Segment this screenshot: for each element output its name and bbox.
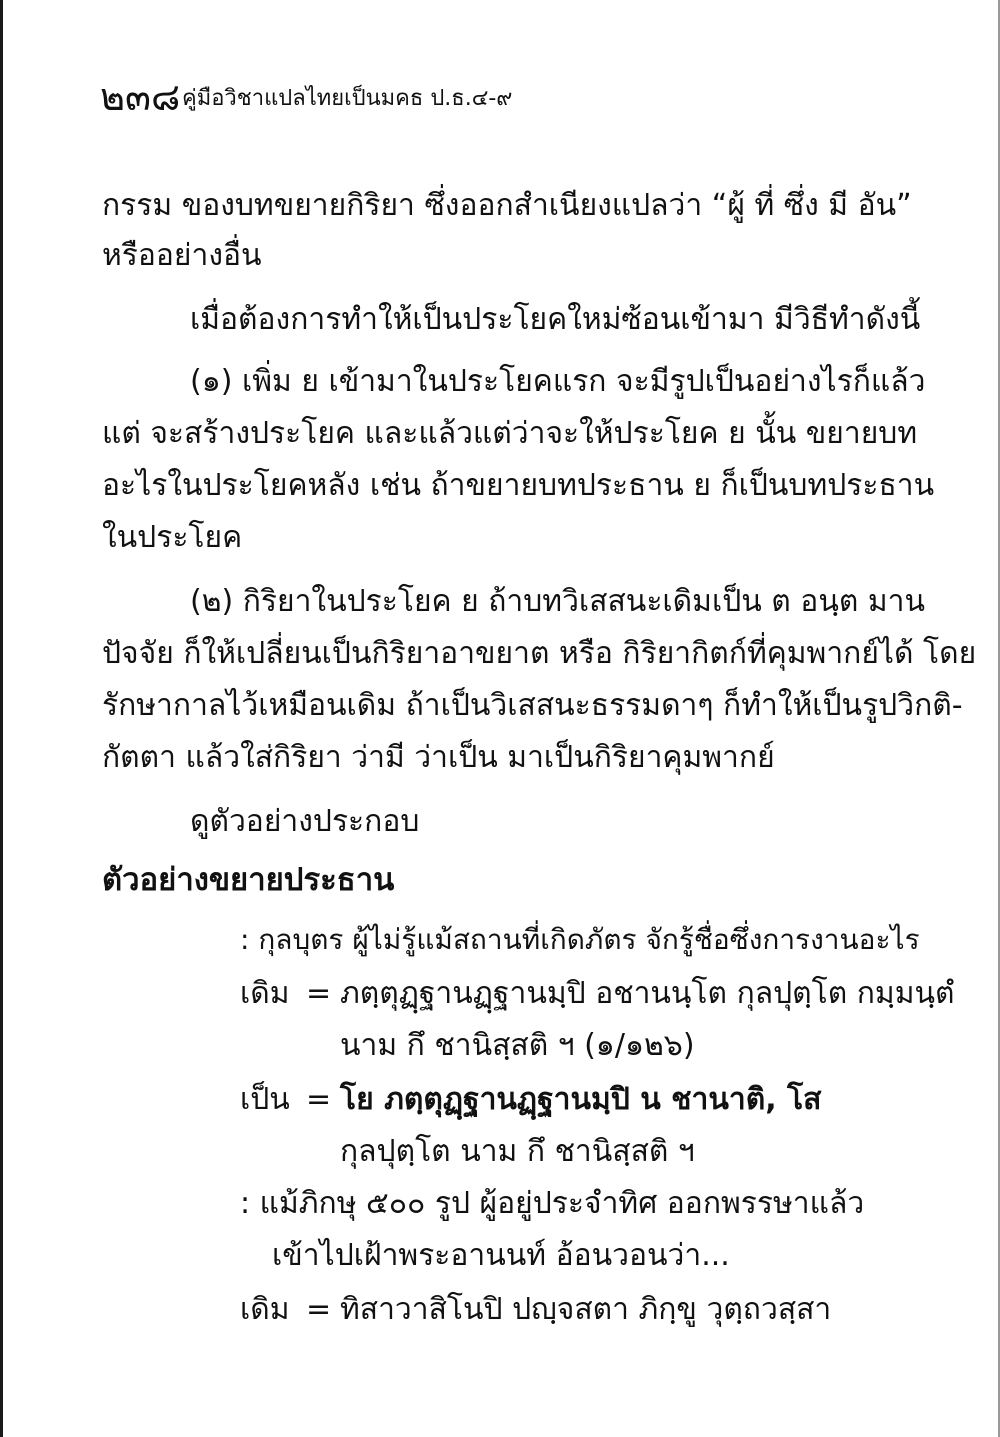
converted-label: เป็น [240,1082,290,1117]
paragraph-line: กัตตา แล้วใส่กิริยา ว่ามี ว่าเป็น มาเป็นกิริยาคุมพากย์ [102,740,775,775]
paragraph-line: ปัจจัย ก็ให้เปลี่ยนเป็นกิริยาอาขยาต หรือ กิริยากิตก์ที่คุมพากย์ได้ โดย [102,636,977,671]
paragraph-line: ดูตัวอย่างประกอบ [190,804,420,839]
running-header-title: คู่มือวิชาแปลไทยเป็นมคธ ป.ธ.๔-๙ [182,86,513,111]
pali-converted-line: กุลปุตฺโต นาม กึ ชานิสฺสติ ฯ [340,1134,695,1169]
pali-original-line: ทิสาวาสิโนปิ ปญฺจสตา ภิกฺขู วุตฺถวสฺสา [340,1292,832,1327]
equals-sign: = [306,976,332,1011]
paragraph-line: อะไรในประโยคหลัง เช่น ถ้าขยายบทประธาน ย ก็เป็นบทประธาน [102,468,935,503]
paragraph-line: แต่ จะสร้างประโยค และแล้วแต่ว่าจะให้ประโยค ย นั้น ขยายบท [102,416,918,451]
paragraph-line: ในประโยค [102,520,243,555]
page-number: ๒๓๘ [100,75,181,119]
example-thai-line: เข้าไปเฝ้าพระอานนท์ อ้อนวอนว่า... [272,1238,730,1273]
equals-sign: = [306,1082,332,1117]
paragraph-line: (๒) กิริยาในประโยค ย ถ้าบทวิเสสนะเดิมเป็น ต อนฺต มาน [190,584,925,619]
paragraph-line: รักษากาลไว้เหมือนเดิม ถ้าเป็นวิเสสนะธรรมดาๆ ก็ทำให้เป็นรูปวิกติ- [102,688,963,723]
original-label: เดิม [240,1292,290,1327]
example-thai-line: : กุลบุตร ผู้ไม่รู้แม้สถานที่เกิดภัตร จักรู้ชื่อซึ่งการงานอะไร [240,923,920,956]
paragraph-line: กรรม ของบทขยายกิริยา ซึ่งออกสำเนียงแปลว่า “ผู้ ที่ ซึ่ง มี อัน” [102,188,912,223]
equals-sign: = [306,1292,332,1327]
section-heading: ตัวอย่างขยายประธาน [102,862,395,898]
paragraph-line: หรืออย่างอื่น [102,238,262,273]
pali-original-line: นาม กึ ชานิสฺสติ ฯ (๑/๑๒๖) [340,1028,695,1063]
paragraph-line: (๑) เพิ่ม ย เข้ามาในประโยคแรก จะมีรูปเป็นอย่างไรก็แล้ว [190,364,926,399]
pali-converted-line: โย ภตฺตุฏฺฐานฏฺฐานมฺปิ น ชานาติ, โส [340,1082,822,1117]
paragraph-line: เมื่อต้องการทำให้เป็นประโยคใหม่ซ้อนเข้ามา มีวิธีทำดังนี้ [190,302,921,337]
pali-original-line: ภตฺตุฏฺฐานฏฺฐานมฺปิ อชานนฺโต กุลปุตฺโต กมฺมนฺตํ [340,976,955,1011]
original-label: เดิม [240,976,290,1011]
example-thai-line: : แม้ภิกษุ ๕๐๐ รูป ผู้อยู่ประจำทิศ ออกพรรษาแล้ว [240,1186,865,1221]
